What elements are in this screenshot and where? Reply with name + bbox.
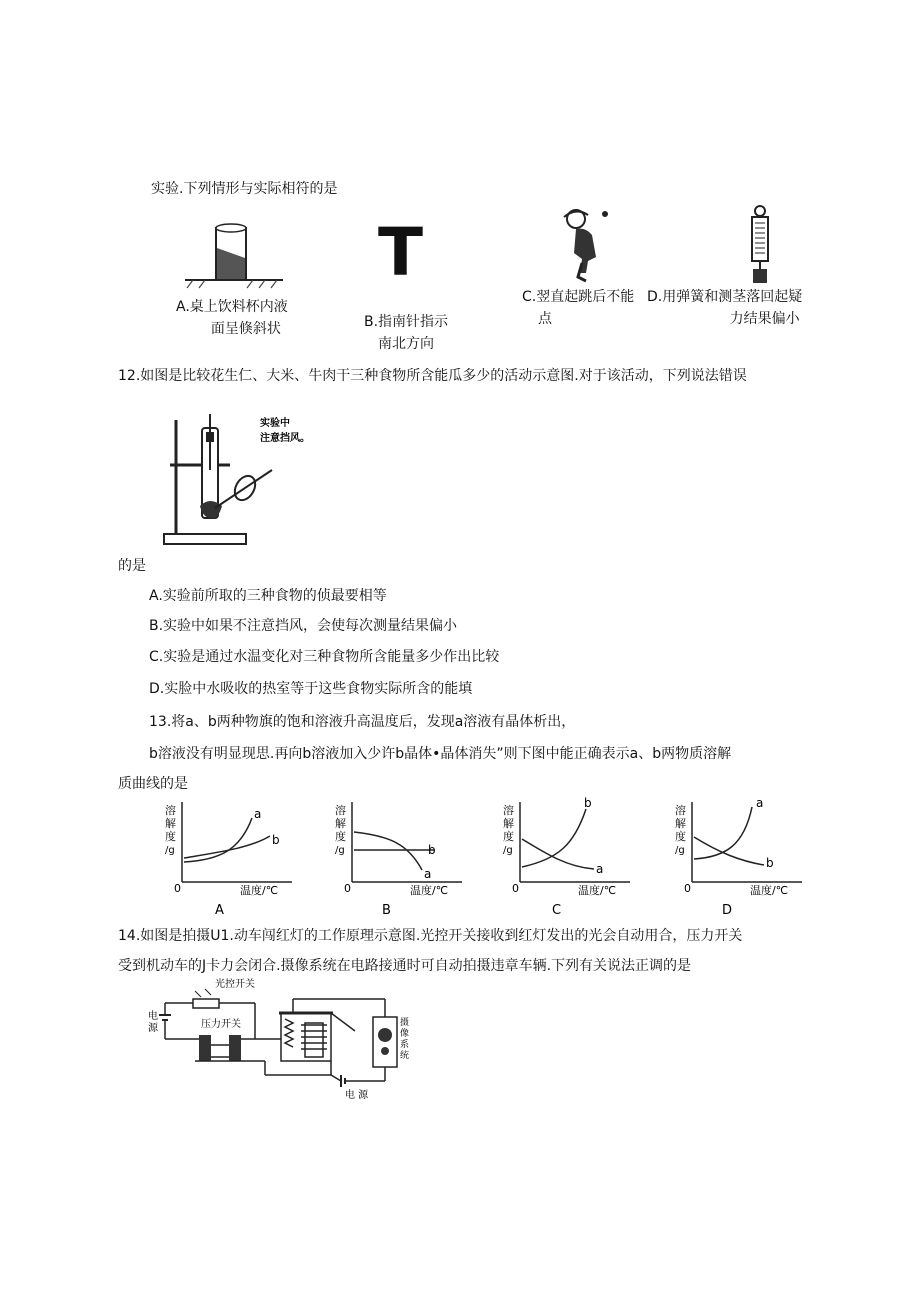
q14-stem-line2: 受到机动车的J卡力会闭合.摄像系统在电路接通时可自动拍摄违章车辆.下列有关说法正调的是: [118, 958, 692, 974]
curve-a: [354, 832, 422, 870]
svg-text:b: b: [272, 833, 280, 847]
svg-text:溶: 溶: [675, 804, 686, 817]
q12-option-c: C.实验是通过水温变化对三种食物所含能量多少作出比较: [149, 649, 500, 665]
camera-label-3: 系: [400, 1040, 410, 1050]
option-a-caption: A.桌上饮料杯内液 面呈倏斜状: [176, 299, 288, 337]
graph-a-letter: A: [215, 903, 224, 918]
spring-scale-figure: [747, 205, 773, 287]
solubility-graph-b: [330, 800, 465, 918]
svg-text:b: b: [766, 856, 774, 870]
left-power-label-2: 源: [148, 1023, 158, 1034]
apparatus-note-1: 实验中: [260, 418, 290, 429]
svg-text:/g: /g: [675, 845, 685, 856]
svg-text:解: 解: [503, 817, 514, 830]
cup-figure: [183, 218, 288, 293]
graph-c-letter: C: [552, 903, 562, 918]
svg-text:度: 度: [335, 830, 346, 843]
option-c-caption: C.翌直起跳后不能 点: [522, 289, 635, 327]
curve-a: [184, 818, 252, 862]
camera-label-4: 统: [400, 1051, 410, 1061]
svg-text:温度/℃: 温度/℃: [240, 884, 279, 897]
svg-text:解: 解: [165, 817, 176, 830]
svg-text:度: 度: [165, 830, 176, 843]
svg-text:b: b: [428, 843, 436, 857]
svg-text:溶: 溶: [335, 804, 346, 817]
svg-text:温度/℃: 温度/℃: [750, 884, 789, 897]
svg-text:0: 0: [512, 882, 519, 895]
q12-option-b: B.实验中如果不注意挡风，会使每次测量结果偏小: [149, 618, 458, 634]
red-light-camera-circuit: [145, 975, 425, 1100]
q12-stem: 12.如图是比较花生仁、大米、牛肉干三种食物所含能瓜多少的活动示意图.对于该活动，下列说法错误: [118, 368, 747, 384]
left-power-label-1: 电: [148, 1011, 158, 1022]
option-d-caption: D.用弹簧和测茎落回起疑 力结果偏小: [647, 289, 803, 327]
camera-label-2: 像: [400, 1029, 410, 1039]
apparatus-note-2: 注意挡风。: [260, 433, 310, 444]
svg-text:度: 度: [675, 830, 686, 843]
svg-text:解: 解: [335, 817, 346, 830]
curve-b: [184, 836, 270, 858]
svg-text:a: a: [254, 807, 262, 821]
svg-text:解: 解: [675, 817, 686, 830]
svg-text:溶: 溶: [503, 804, 514, 817]
svg-text:b: b: [584, 796, 592, 810]
q12-stem-cont: 的是: [118, 558, 146, 574]
graph-d-letter: D: [722, 903, 733, 918]
svg-text:a: a: [596, 862, 604, 876]
svg-text:0: 0: [684, 882, 691, 895]
compass-figure: T: [378, 214, 424, 291]
camera-label-1: 摄: [400, 1018, 410, 1028]
jumper-figure: [558, 205, 613, 285]
svg-text:溶: 溶: [165, 804, 176, 817]
solubility-graph-c: [498, 795, 633, 918]
option-b-caption: B.指南针指示 南北方向: [364, 314, 449, 352]
light-switch-label: 光控开关: [215, 979, 255, 990]
svg-text:a: a: [756, 796, 764, 810]
q13-line2: b溶液没有明显现思.再向b溶液加入少许b晶体•晶体消失”则下图中能正确表示a、b两物质溶解: [149, 746, 732, 762]
q14-stem-line1: 14.如图是拍摄U1.动车闯红灯的工作原理示意图.光控开关接收到红灯发出的光会自动用合，压力开关: [118, 928, 743, 944]
pressure-switch: [199, 1035, 211, 1061]
q13-line1: 13.将a、b两种物旗的饱和溶液升高温度后，发现a溶液有晶体析出，: [149, 714, 576, 730]
svg-text:度: 度: [503, 830, 514, 843]
curve-a: [694, 807, 752, 859]
light-switch: [193, 999, 219, 1008]
curve-b: [522, 809, 586, 867]
svg-text:a: a: [424, 867, 432, 881]
q12-option-a: A.实验前所取的三种食物的侦最要相等: [149, 588, 387, 604]
svg-text:0: 0: [344, 882, 351, 895]
solubility-graph-a: [160, 800, 295, 918]
svg-text:/g: /g: [165, 845, 175, 856]
curve-b: [694, 837, 764, 865]
svg-text:/g: /g: [335, 845, 345, 856]
q13-line3: 质曲线的是: [118, 776, 188, 792]
pressure-switch-label: 压力开关: [201, 1019, 241, 1030]
svg-text:/g: /g: [503, 845, 513, 856]
q12-option-d: D.实脸中水吸收的热室等于这些食物实际所含的能填: [149, 681, 473, 697]
solubility-graph-d: [670, 795, 805, 918]
svg-text:温度/℃: 温度/℃: [578, 884, 617, 897]
svg-text:0: 0: [174, 882, 181, 895]
bottom-power-label: 电 源: [345, 1090, 369, 1101]
q11-intro: 实验.下列情形与实际相符的是: [151, 181, 338, 197]
svg-text:温度/℃: 温度/℃: [410, 884, 449, 897]
graph-b-letter: B: [382, 903, 391, 918]
food-burning-apparatus: [160, 410, 310, 550]
